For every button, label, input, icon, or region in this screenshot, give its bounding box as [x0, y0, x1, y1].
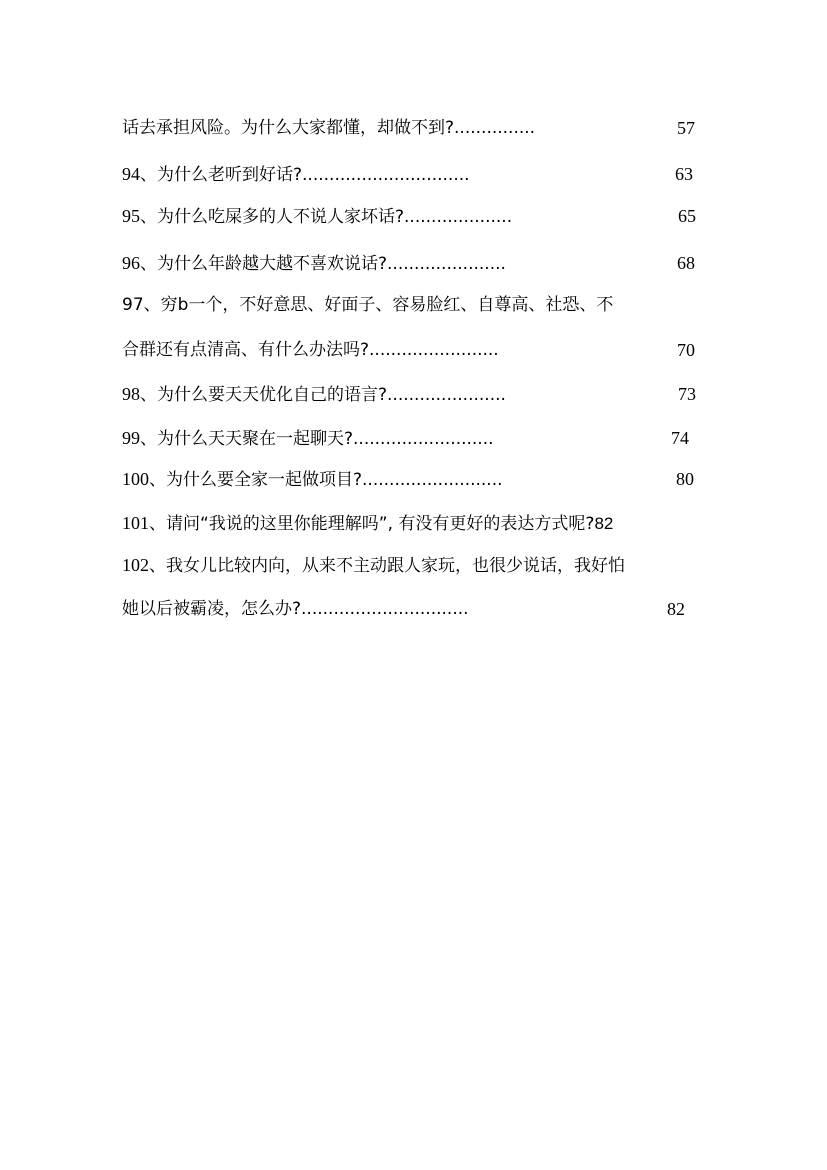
toc-page-number: 70 — [677, 340, 695, 360]
toc-entry-title: 、为什么要全家一起做项目?.......................... — [149, 470, 503, 490]
toc-page-number: 80 — [676, 469, 694, 489]
toc-entry-title: 、为什么年龄越大越不喜欢说话?...................... — [140, 254, 506, 274]
toc-entry-number: 99 — [122, 428, 140, 448]
toc-entry-100[interactable] — [122, 468, 503, 491]
toc-page-number: 82 — [667, 599, 685, 619]
toc-entry-102-line2[interactable]: 她以后被霸凌，怎么办?............................... — [122, 599, 469, 619]
toc-entry-number: 101 — [122, 513, 149, 533]
toc-page-number: 74 — [671, 428, 689, 448]
toc-page-number: 73 — [678, 384, 696, 404]
toc-entry-97-line2[interactable]: 合群还有点清高、有什么办法吗?........................ — [122, 340, 499, 360]
toc-entry-title: 、为什么吃屎多的人不说人家坏话?.................... — [140, 207, 513, 227]
toc-entry-97-line1[interactable]: 97、穷b一个，不好意思、好面子、容易脸红、自尊高、社恐、不 — [122, 295, 614, 315]
toc-entry-number: 94 — [122, 164, 140, 184]
toc-entry-number: 100 — [122, 469, 149, 489]
toc-page-number: 57 — [677, 118, 695, 138]
toc-entry-title: 、请问“我说的这里你能理解吗”, 有没有更好的表达方式呢? — [149, 514, 595, 534]
toc-page-number: 63 — [675, 164, 693, 184]
toc-entry-99[interactable] — [122, 427, 494, 450]
toc-page-number: 82 — [594, 514, 614, 533]
toc-entry-title: 、为什么老听到好话?............................... — [140, 165, 470, 185]
toc-page-number: 68 — [677, 253, 695, 273]
toc-entry-94[interactable] — [122, 163, 470, 186]
toc-entry-95[interactable] — [122, 205, 512, 228]
toc-entry-title: 、为什么要天天优化自己的语言?...................... — [140, 385, 506, 405]
toc-entry-title[interactable]: 话去承担风险。为什么大家都懂，却做不到?............... — [122, 118, 536, 138]
toc-entry-number: 98 — [122, 384, 140, 404]
toc-entry-number: 102 — [122, 555, 149, 575]
toc-entry-title: 、我女儿比较内向，从来不主动跟人家玩，也很少说话，我好怕 — [149, 556, 625, 576]
toc-entry-96[interactable] — [122, 252, 506, 275]
toc-entry-98[interactable] — [122, 383, 506, 406]
toc-page-number: 65 — [678, 206, 696, 226]
toc-entry-number: 95 — [122, 206, 140, 226]
toc-entry-number: 96 — [122, 253, 140, 273]
toc-entry-101[interactable] — [122, 512, 613, 535]
toc-entry-102-line1[interactable] — [122, 554, 625, 577]
toc-entry-title: 、为什么天天聚在一起聊天?.......................... — [140, 429, 494, 449]
